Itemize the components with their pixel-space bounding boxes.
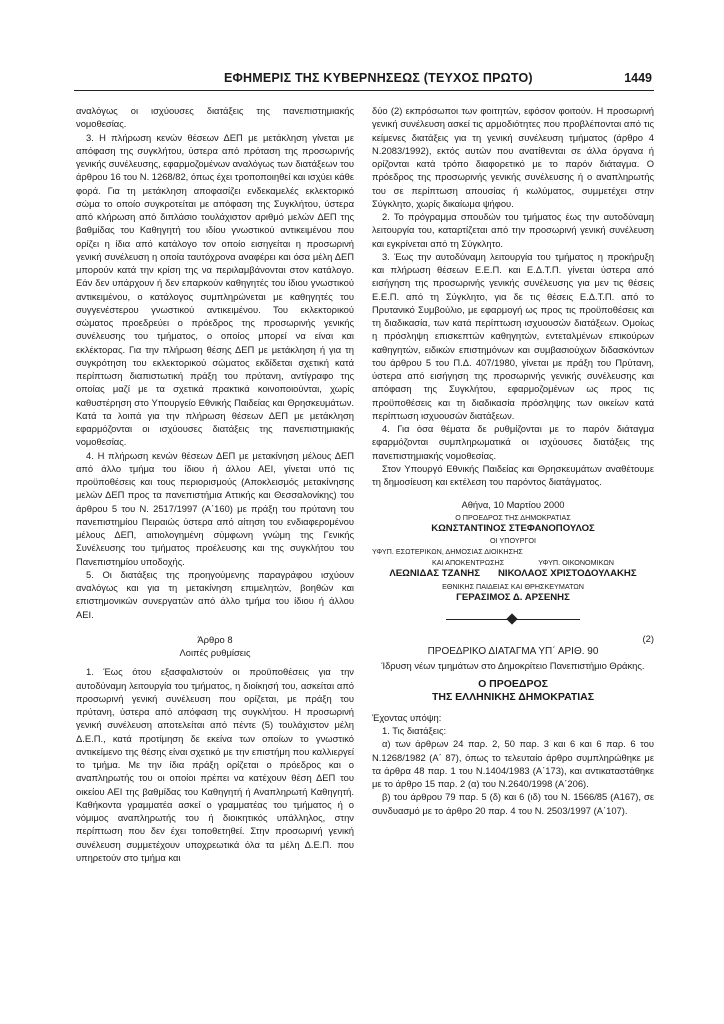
minister3-name: ΓΕΡΑΣΙΜΟΣ Δ. ΑΡΣΕΝΗΣ bbox=[456, 591, 570, 603]
minister2-name: ΝΙΚΟΛΑΟΣ ΧΡΙΣΤΟΔΟΥΛΑΚΗΣ bbox=[497, 568, 637, 579]
minister-titles-row bbox=[372, 546, 654, 557]
heading-line2: ΤΗΣ ΕΛΛΗΝΙΚΗΣ ΔΗΜΟΚΡΑΤΙΑΣ bbox=[431, 691, 595, 704]
article-title: Άρθρο 8 bbox=[197, 633, 233, 645]
decree-number: ΠΡΟΕΔΡΙΚΟ ΔΙΑΤΑΓΜΑ ΥΠ΄ ΑΡΙΘ. 90 bbox=[427, 646, 599, 658]
president-label: Ο ΠΡΟΕΔΡΟΣ ΤΗΣ ΔΗΜΟΚΡΑΤΙΑΣ bbox=[455, 512, 571, 522]
right-column bbox=[372, 104, 654, 817]
paragraph: αναλόγως οι ισχύουσες διατάξεις της πανεπιστημιακής νομοθεσίας. bbox=[76, 105, 354, 130]
decree-subject: Ίδρυση νέων τμημάτων στο Δημοκρίτειο Πανεπιστήμιο Θράκης. bbox=[381, 659, 645, 671]
paragraph: 4. Η πλήρωση κενών θέσεων ΔΕΠ με μετακίνηση μέλους ΔΕΠ από άλλο τμήμα του ίδιου ή άλλου ΑΕΙ, γίνεται υπό τις προϋποθέσεις και τους περιορισμούς (Αποκλεισμός μετακίνησης μελών ΔΕΠ προς τα πανεπιστήμια Αττικής και Θεσσαλονίκης) του άρθρου 5 του Ν. 2517/1997 (Α΄160) με πράξη του πρύτανη του πανεπιστημίου Πειραιώς ύστερα από αίτηση του ενδιαφερομένου μέλους ΔΕΠ, αιτιολογημένη σύμφωνη γνώμη της Γενικής Συνέλευσης του τμήματος προέλευσης και της συγκλήτου του Πανεπιστημίου υποδοχής. bbox=[76, 449, 354, 567]
gazette-title: ΕΦΗΜΕΡΙΣ ΤΗΣ ΚΥΒΕΡΝΗΣΕΩΣ (ΤΕΥΧΟΣ ΠΡΩΤΟ) bbox=[224, 71, 533, 85]
paragraph: 4. Για όσα θέματα δε ρυθμίζονται με το παρόν διάταγμα εφαρμόζονται συμπληρωματικά οι ισχύουσες διατάξεις της πανεπιστημιακής νομοθεσίας. bbox=[372, 423, 654, 461]
minister1-name: ΛΕΩΝΙΔΑΣ ΤΖΑΝΗΣ bbox=[389, 568, 480, 579]
minister-titles-row-2 bbox=[372, 557, 654, 568]
decree-separator bbox=[372, 612, 654, 628]
gazette-header bbox=[74, 68, 654, 91]
paragraph: 5. Οι διατάξεις της προηγούμενης παραγράφου ισχύουν αναλόγως και για τη μετακίνηση επιμελητών, βοηθών και επιστημονικών συνεργατών από άλλο τμήμα του ίδιου ή άλλου ΑΕΙ. bbox=[76, 568, 354, 620]
date-line: Αθήνα, 10 Μαρτίου 2000 bbox=[461, 499, 565, 511]
president-name: ΚΩΝΣΤΑΝΤΙΝΟΣ ΣΤΕΦΑΝΟΠΟΥΛΟΣ bbox=[431, 522, 595, 534]
paragraph: 1. Έως ότου εξασφαλιστούν οι προϋποθέσεις για την αυτοδύναμη λειτουργία του τμήματος, η διοίκησή του, ασκείται από προσωρινή γενική συνέλευση που ορίζεται, με πράξη του πρύτανη, ύστερα από απόφαση της συγκλήτου. Η προσωρινή γενική συνέλευση αποτελείται από πέντε (5) τουλάχιστον μέλη Δ.Ε.Π., κατά προτίμηση δε εκείνα των οποίων το γνωστικό αντικείμενο της θέσης είναι σχετικό με την επιστήμη που καλλιεργεί το τμήμα. Με την ίδια πράξη ορίζεται ο πρόεδρος και ο αναπληρωτής του οι οποίοι πρέπει να κατέχουν θέση ΔΕΠ του οικείου ΑΕΙ της βαθμίδας του Καθηγητή ή Αναπληρωτή Καθηγητή. Καθήκοντα γραμματέα ασκεί ο γραμματέας του τμήματος ή ο νόμιμος αναπληρωτής του ή διοικητικός υπάλληλος, στην περίπτωση που δεν έχει τοποθετηθεί. Στην προσωρινή γενική συνέλευση συμμετέχουν υποχρεωτικά όλα τα μέλη Δ.Ε.Π. που υπηρετούν στο τμήμα και bbox=[76, 666, 354, 863]
left-column bbox=[76, 104, 354, 864]
item-a: α) των άρθρων 24 παρ. 2, 50 παρ. 3 και 6 και 6 παρ. 6 του Ν.1268/1982 (Α΄ 87), όπως το τελευταίο άρθρο συμπληρώθηκε με τα άρθρα 48 παρ. 1 του Ν.1404/1983 (Α΄173), και αντικαταστάθηκε με το άρθρο 15 παρ. 2 (α) του Ν.2640/1998 (Α΄206). bbox=[372, 738, 654, 789]
paragraph: 2. Το πρόγραμμα σπουδών του τμήματος έως την αυτοδύναμη λειτουργία του, καταρτίζεται από την προσωρινή γενική συνέλευση και εγκρίνεται από τη Σύγκλητο. bbox=[372, 211, 654, 249]
minister1-title-b: ΚΑΙ ΑΠΟΚΕΝΤΡΩΣΗΣ bbox=[432, 558, 505, 567]
page-number: 1449 bbox=[624, 71, 652, 85]
ministers-label: ΟΙ ΥΠΟΥΡΓΟΙ bbox=[490, 536, 536, 545]
decree-marker: (2) bbox=[642, 633, 654, 644]
paragraph: δύο (2) εκπρόσωποι των φοιτητών, εφόσον φοιτούν. Η προσωρινή γενική συνέλευση ασκεί τις αρμοδιότητες που προβλέπονται από τις κείμενες διατάξεις για τη γενική συνέλευση τμήματος (άρθρο 4 Ν.2083/1992), εκτός αυτών που ανατίθενται σε άλλα όργανα ή ορίζονται κατά τρόπο διαφορετικό με το παρόν διάταγμα. Ο πρόεδρος της προσωρινής γενικής συνέλευσης ή ο αναπληρωτής του σε περίπτωση απουσίας ή κωλύματος, συμμετέχει στην Σύγκλητο, χωρίς δικαίωμα ψήφου. bbox=[372, 105, 654, 209]
item1: 1. Τις διατάξεις: bbox=[382, 725, 447, 736]
considering: Έχοντας υπόψη: bbox=[372, 711, 442, 723]
paragraph: 3. Έως την αυτοδύναμη λειτουργία του τμήματος η προκήρυξη και πλήρωση θέσεων Ε.Ε.Π. και Ε.Δ.Τ.Π. γίνεται ύστερα από εισήγηση της προσωρινής γενικής συνέλευσης για μεν τις θέσεις Ε.Ε.Π. από τη Σύγκλητο, για δε τις θέσεις Ε.Δ.Τ.Π. από το Πρυτανικό Συμβούλιο, με εφαρμογή ως προς τις προϋποθέσεις και τη διαδικασία, των κατά περίπτωση ισχυουσών διατάξεων. Ομοίως η πρόσληψη επισκεπτών καθηγητών, εντεταλμένων επικούρων καθηγητών, ειδικών επιστημόνων και συμβασιούχων διδασκόντων του άρθρου 5 του Π.Δ. 407/1980, γίνεται με πράξη του Πρύτανη, ύστερα από εισήγηση της προσωρινής γενικής συνέλευσης και απόφαση της Συγκλήτου, εφαρμοζομένων ως προς τις προϋποθέσεις και τη διαδικασία πρόσληψης των οικείων κατά περίπτωση ισχυουσών διατάξεων. bbox=[372, 250, 654, 421]
paragraph: Στον Υπουργό Εθνικής Παιδείας και Θρησκευμάτων αναθέτουμε τη δημοσίευση και εκτέλεση του παρόντος διατάγματος. bbox=[372, 462, 654, 487]
minister-names-row bbox=[372, 568, 654, 581]
item-b: β) του άρθρου 79 παρ. 5 (δ) και 6 (ιδ) του Ν. 1566/85 (Α167), σε συνδυασμό με το άρθρο 20 παρ. 4 του Ν. 2503/1997 (Α΄107). bbox=[372, 791, 654, 816]
article-subtitle: Λοιπές ρυθμίσεις bbox=[179, 647, 251, 658]
minister3-title: ΕΘΝΙΚΗΣ ΠΑΙΔΕΙΑΣ ΚΑΙ ΘΡΗΣΚΕΥΜΑΤΩΝ bbox=[442, 581, 584, 591]
minister2-title: ΥΦΥΠ. ΟΙΚΟΝΟΜΙΚΩΝ bbox=[538, 558, 614, 567]
paragraph: 3. Η πλήρωση κενών θέσεων ΔΕΠ με μετάκληση γίνεται με απόφαση της συγκλήτου, ύστερα από πρόταση της προσωρινής γενικής συνέλευσης, εφαρμοζομένων αναλόγως των διατάξεων του άρθρου 16 του Ν. 1268/82, όπως έχει τροποποιηθεί και ισχύει κάθε φορά. Για τη μετάκληση αποφασίζει ενδεκαμελές εκλεκτορικό σώμα το οποίο συγκροτείται με απόφαση της Συγκλήτου, ύστερα από κλήρωση από διπλάσιο τουλάχιστον αριθμό μελών ΔΕΠ της βαθμίδας του Καθηγητή του ιδίου γνωστικού αντικειμένου που ορίζει η ίδια από κατάλογο τον οποίο εισηγείται η προσωρινή γενική συνέλευση η οποία ταυτόχρονα αναφέρει και όσα μέλη ΔΕΠ μπορούν κατά την κρίση της να περιλαμβάνονται στον κατάλογο. Εάν δεν υπάρχουν ή δεν επαρκούν καθηγητές του ίδιου γνωστικού αντικειμένου, ο κατάλογος συμπληρώνεται με καθηγητές του συγγενέστερου γνωστικού αντικειμένου. Του εκλεκτορικού σώματος προεδρεύει ο πρόεδρος της προσωρινής γενικής συνέλευσης του τμήματος, ο οποίος μπορεί να είναι και εκλέκτορας. Για την πλήρωση θέσης ΔΕΠ με μετάκληση ή για τη συγκρότηση του εκλεκτορικού σώματος εκδίδεται σχετική κατά περίπτωση διαπιστωτική πράξη του πρύτανη, αντίγραφο της οποίας μαζί με τα σχετικά πρακτικά κοινοποιούνται, χωρίς καθυστέρηση στο Υπουργείο Εθνικής Παιδείας και Θρησκευμάτων. Κατά τα λοιπά για την πλήρωση θέσεων ΔΕΠ με μετάκληση εφαρμόζονται οι ισχύουσες διατάξεις της πανεπιστημιακής νομοθεσίας. bbox=[76, 131, 355, 448]
diamond-ornament-icon bbox=[506, 613, 517, 624]
minister1-title-a: ΥΦΥΠ. ΕΣΩΤΕΡΙΚΩΝ, ΔΗΜΟΣΙΑΣ ΔΙΟΙΚΗΣΗΣ bbox=[372, 547, 523, 556]
heading-line1: Ο ΠΡΟΕΔΡΟΣ bbox=[478, 677, 548, 690]
